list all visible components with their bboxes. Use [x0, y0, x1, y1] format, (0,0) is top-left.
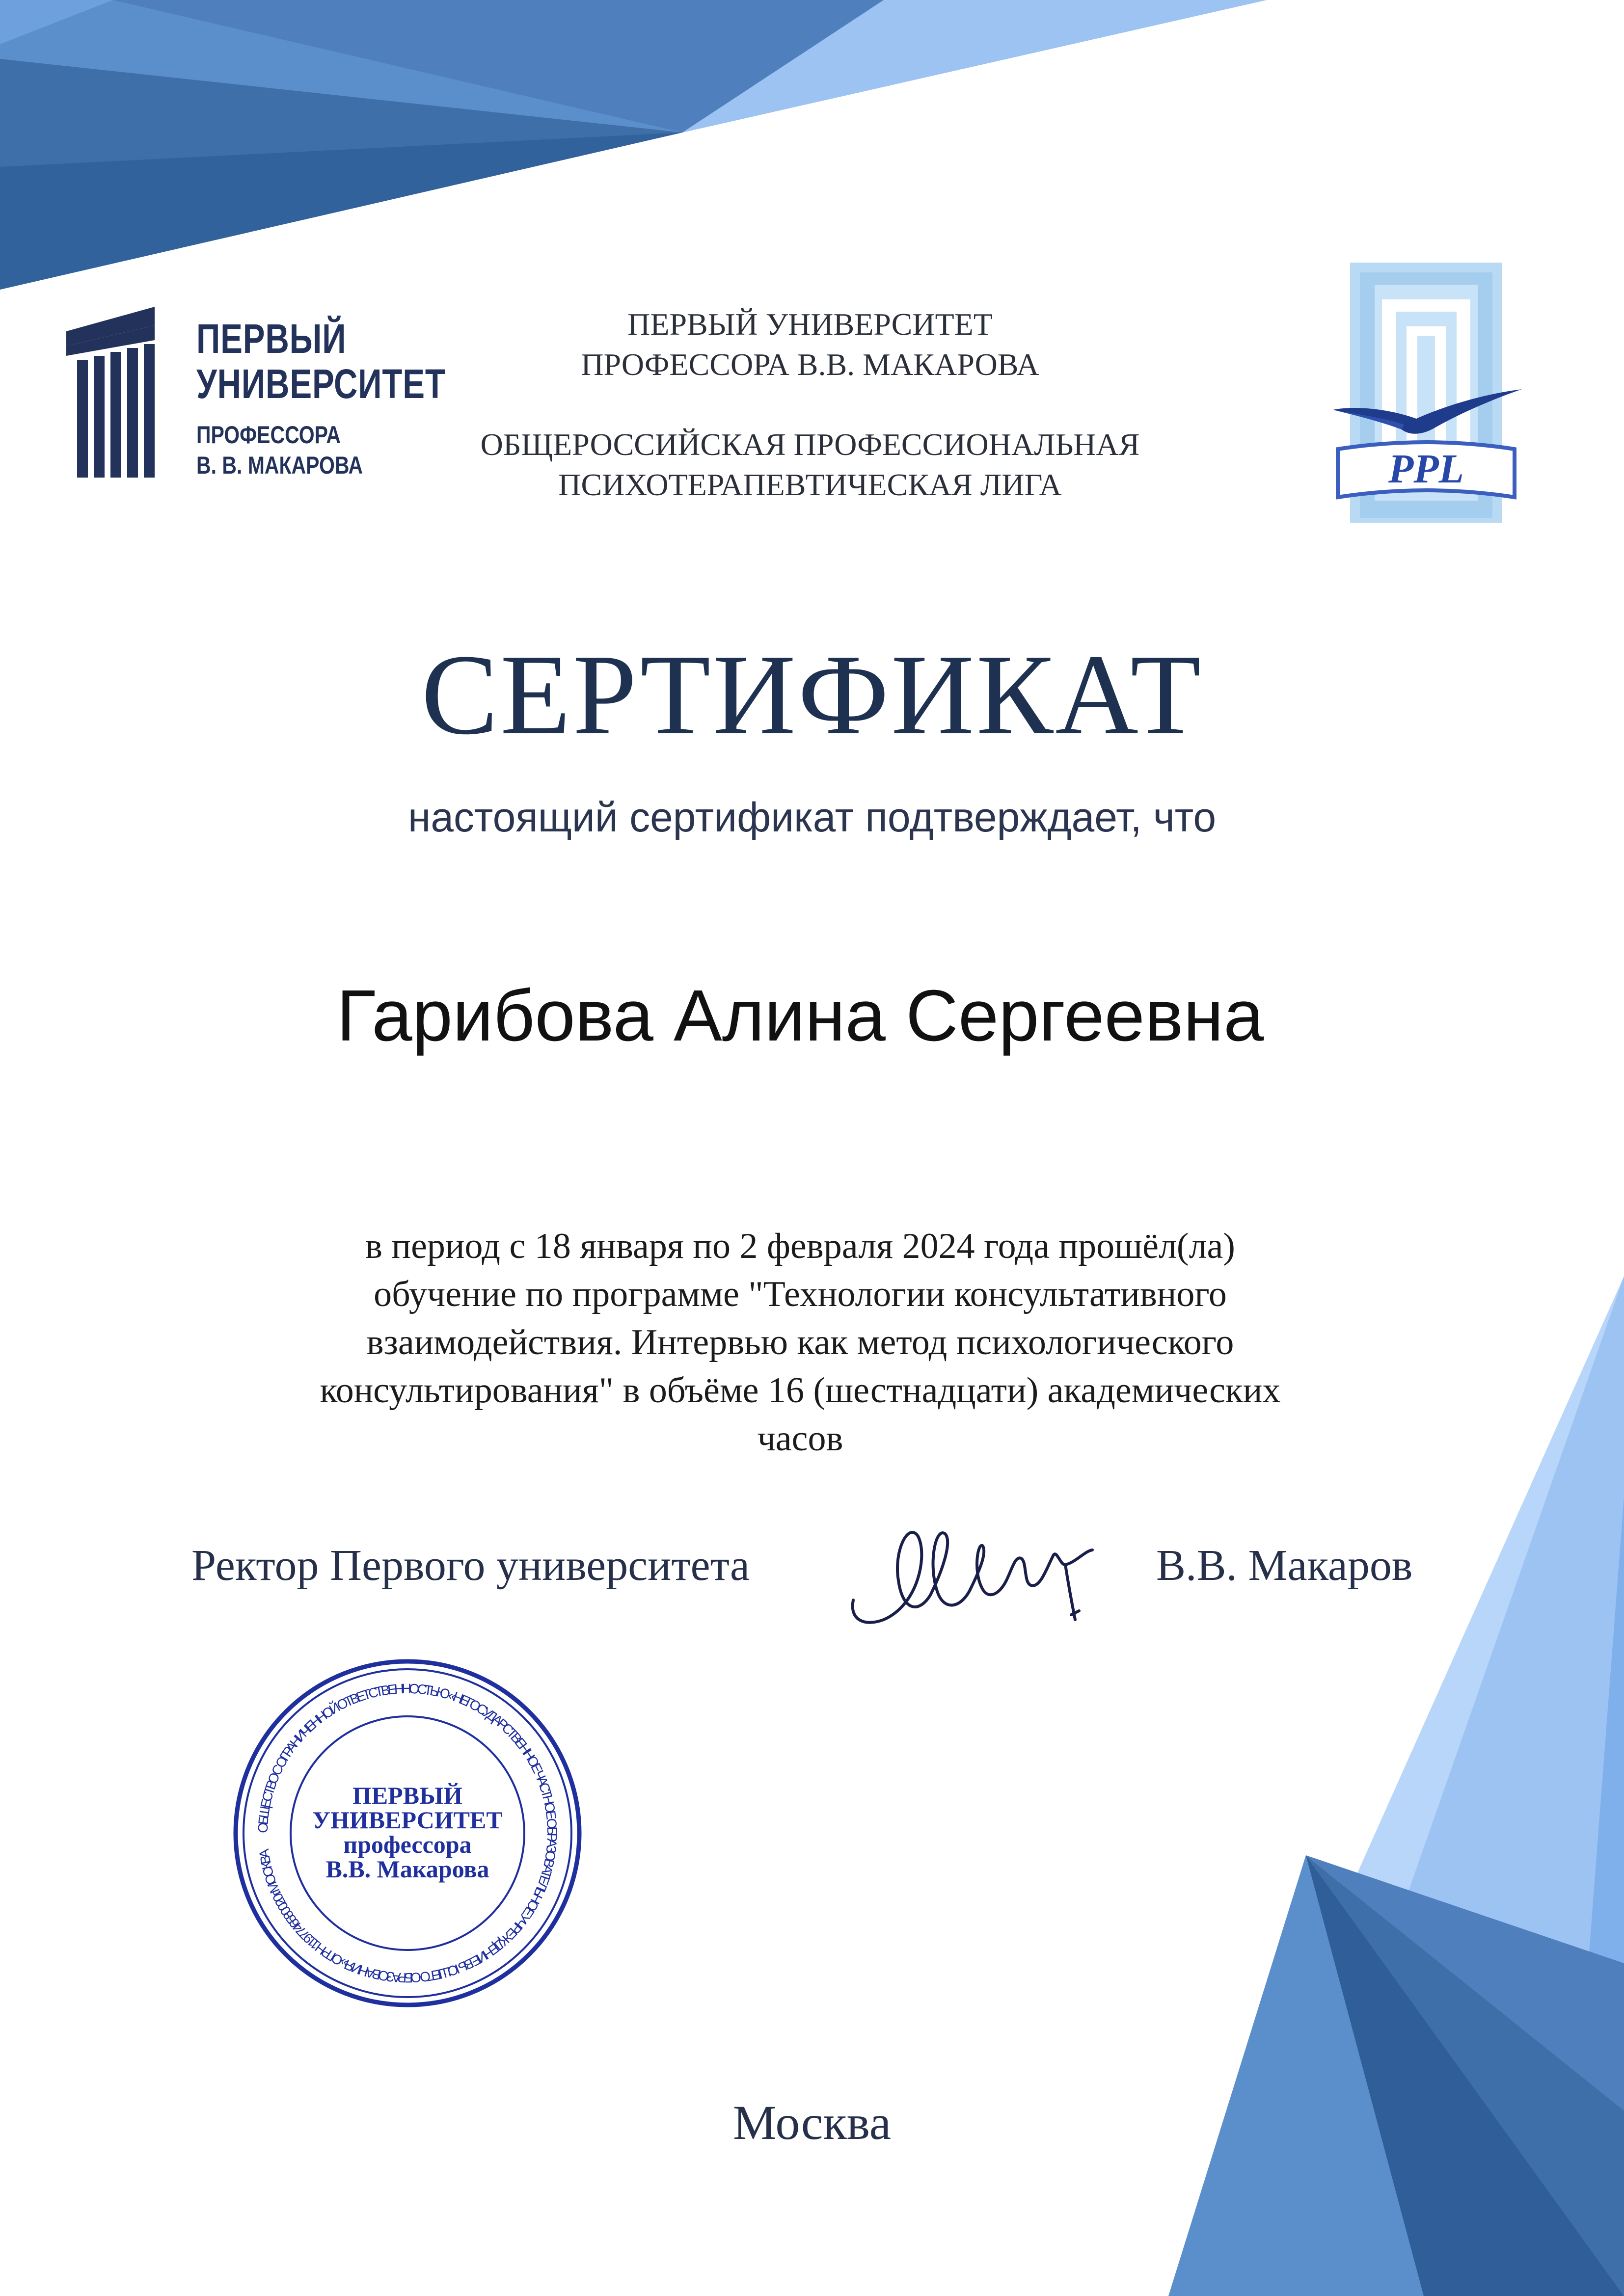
- seal-text-line3: профессора: [343, 1831, 472, 1858]
- official-seal: [231, 1656, 584, 2010]
- header-university-line1: ПЕРВЫЙ УНИВЕРСИТЕТ: [627, 307, 993, 342]
- seal-ring-text: ОБЩЕСТВО С ОГРАНИЧЕННОЙ ОТВЕТСТВЕННОСТЬЮ «НЕГОСУДАРСТВЕННОЕ ЧАСТНОЕ ОБРАЗОВАТЕЛЬНОЕ УЧРЕЖДЕНИЕ ВЫСШЕГО ОБРАЗОВАНИЯ» ОГРН 1197746580020 г. МОСКВА: [255, 1681, 560, 1986]
- issue-city: Москва: [732, 2095, 892, 2150]
- seal-text-line2: УНИВЕРСИТЕТ: [312, 1806, 503, 1834]
- logo-text-line3: ПРОФЕССОРА: [196, 421, 341, 449]
- seal-text-line1: ПЕРВЫЙ: [352, 1782, 463, 1809]
- seagull-emblem-icon: [1328, 263, 1524, 528]
- body-line: взаимодействия. Интервью как метод психологического: [366, 1322, 1234, 1362]
- signatory-name: В.В. Макаров: [1156, 1541, 1413, 1590]
- signatory-position: Ректор Первого университета: [191, 1541, 750, 1590]
- logo-text-line4: В. В. МАКАРОВА: [196, 452, 363, 479]
- certificate-body: [211, 1222, 1389, 1463]
- recipient-name: Гарибова Алина Сергеевна: [336, 975, 1264, 1056]
- body-line: обучение по программе "Технологии консультативного: [374, 1274, 1227, 1314]
- body-line: в период с 18 января по 2 февраля 2024 года прошёл(ла): [365, 1226, 1235, 1266]
- logo-text-line2: УНИВЕРСИТЕТ: [196, 361, 446, 407]
- league-logo: [1328, 263, 1524, 528]
- header-league-line2: ПСИХОТЕРАПЕВТИЧЕСКАЯ ЛИГА: [558, 467, 1062, 502]
- body-line: консультирования" в объёме 16 (шестнадцати) академических: [320, 1370, 1281, 1411]
- league-logo-text: PPL: [1388, 446, 1464, 492]
- certificate-subtitle: настоящий сертификат подтверждает, что: [407, 794, 1217, 840]
- body-line: часов: [757, 1418, 843, 1459]
- header-league-line1: ОБЩЕРОССИЙСКАЯ ПРОФЕССИОНАЛЬНАЯ: [480, 427, 1140, 462]
- logo-text-line1: ПЕРВЫЙ: [196, 316, 347, 362]
- certificate-title: СЕРТИФИКАТ: [421, 631, 1203, 758]
- seal-text-line4: В.В. Макарова: [325, 1855, 489, 1883]
- handwritten-signature: [844, 1497, 1119, 1644]
- column-building-icon: [66, 307, 160, 479]
- header-university-line2: ПРОФЕССОРА В.В. МАКАРОВА: [581, 347, 1039, 382]
